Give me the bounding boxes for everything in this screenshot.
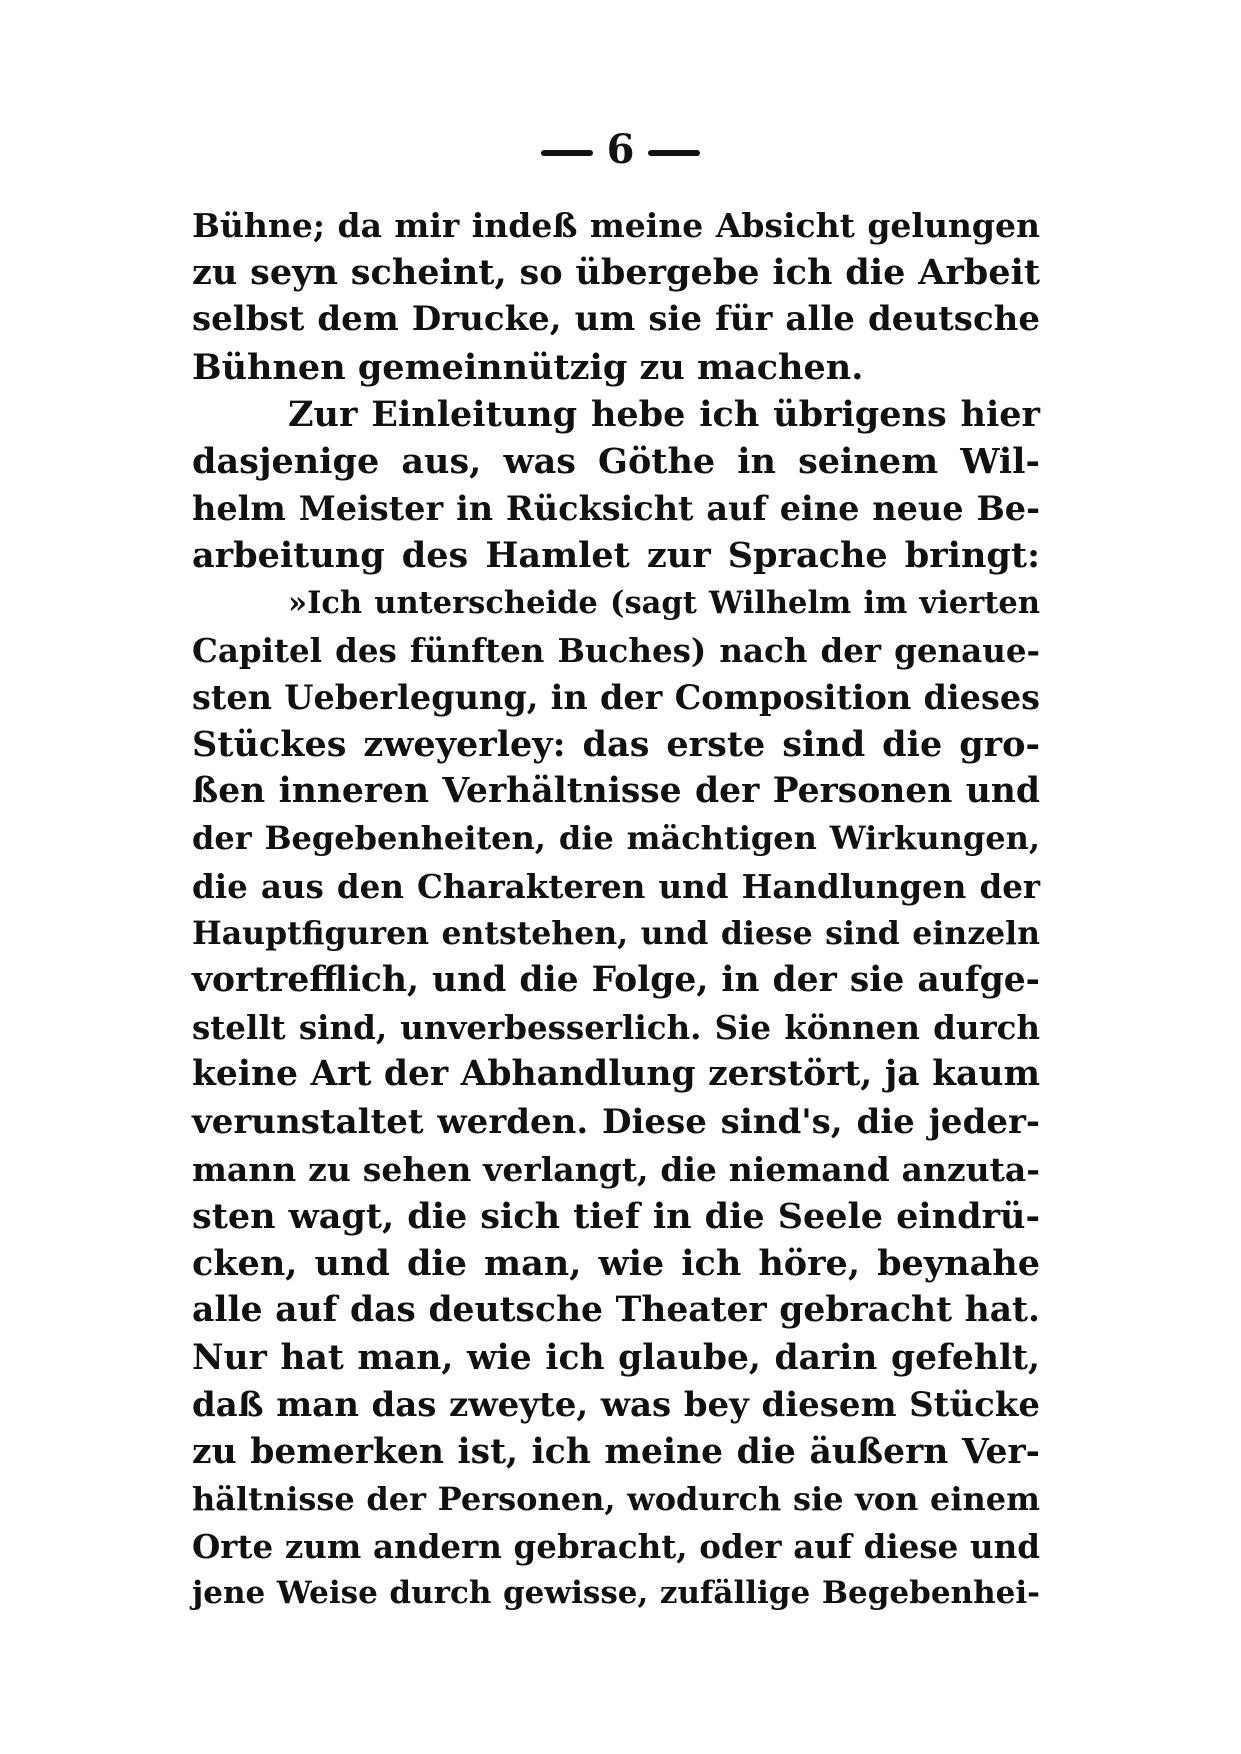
header-right-ornament <box>648 150 700 156</box>
text-line: Capitel des fünften Buches) nach der genaue- <box>192 630 1040 670</box>
text-line: Bühnen gemeinnützig zu machen. <box>192 346 864 388</box>
text-line: daß man das zweyte, was bey diesem Stücke <box>192 1384 1040 1425</box>
text-line: keine Art der Abhandlung zerstört, ja kaum <box>192 1054 1040 1095</box>
text-line: der Begebenheiten, die mächtigen Wirkungen, <box>192 819 1040 858</box>
text-line: Stückes zweyerley: das erste sind die gro- <box>192 724 1040 766</box>
text-line: Zur Einleitung hebe ich übrigens hier <box>288 393 1040 435</box>
page-header <box>0 125 1241 175</box>
text-line: arbeitung des Hamlet zur Sprache bringt: <box>192 535 1040 577</box>
page-number: 6 <box>606 126 635 173</box>
text-line: jene Weise durch gewisse, zufällige Begebenhei- <box>192 1575 1040 1612</box>
text-line: Hauptfiguren entstehen, und diese sind einzeln <box>192 914 1040 952</box>
text-line: sten wagt, die sich tief in die Seele eindrü- <box>192 1195 1040 1237</box>
header-left-ornament <box>541 150 593 156</box>
text-line: Bühne; da mir indeß meine Absicht gelungen <box>192 206 1040 245</box>
body-text <box>192 202 1040 1618</box>
text-line: dasjenige aus, was Göthe in seinem Wil- <box>192 440 1040 482</box>
text-line: alle auf das deutsche Theater gebracht hat. <box>192 1290 1040 1331</box>
text-line: vortrefflich, und die Folge, in der sie aufge- <box>192 960 1040 1000</box>
text-line: Orte zum andern gebracht, oder auf diese und <box>192 1527 1040 1567</box>
text-line: cken, und die man, wie ich höre, beynahe <box>192 1243 1040 1285</box>
text-line: sten Ueberlegung, in der Composition dieses <box>192 677 1040 717</box>
text-line: die aus den Charakteren und Handlungen der <box>192 866 1040 906</box>
text-line: ßen inneren Verhältnisse der Personen und <box>192 771 1040 812</box>
text-line: Nur hat man, wie ich glaube, darin gefehlt, <box>192 1337 1040 1378</box>
text-line: stellt sind, unverbesserlich. Sie können durch <box>192 1008 1040 1048</box>
text-line: hältnisse der Personen, wodurch sie von einem <box>192 1480 1040 1519</box>
text-line: »Ich unterscheide (sagt Wilhelm im vierten <box>288 584 1040 621</box>
text-line: zu seyn scheint, so übergebe ich die Arbeit <box>192 252 1040 294</box>
text-line: helm Meister in Rücksicht auf eine neue Be- <box>192 489 1040 529</box>
text-line: mann zu sehen verlangt, die niemand anzuta- <box>192 1149 1040 1189</box>
text-line: zu bemerken ist, ich meine die äußern Ver- <box>192 1431 1040 1472</box>
text-line: selbst dem Drucke, um sie für alle deutsche <box>192 299 1040 340</box>
text-line: verunstaltet werden. Diese sind's, die jeder- <box>192 1101 1040 1142</box>
